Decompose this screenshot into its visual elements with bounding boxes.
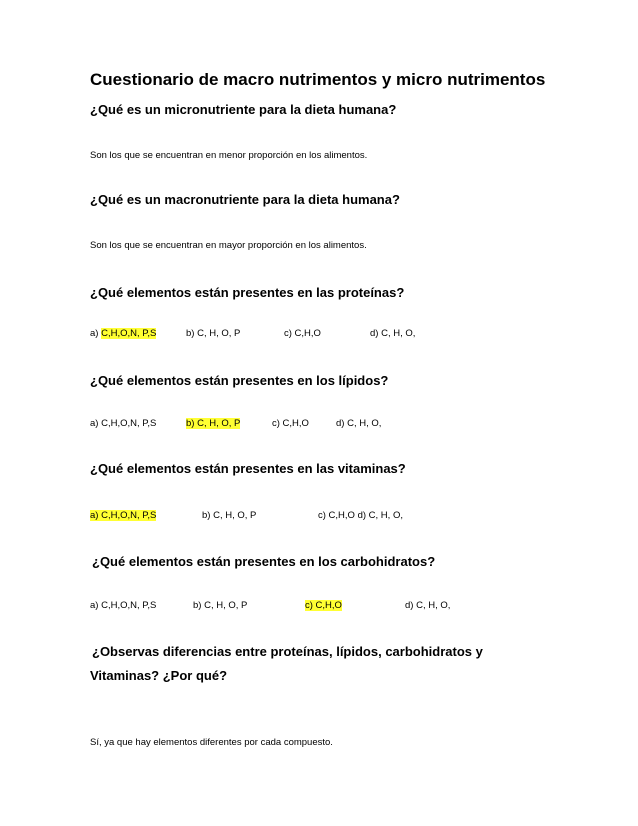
q3-option-c: c) C,H,O — [284, 328, 321, 339]
q5-option-b: b) C, H, O, P — [202, 510, 257, 521]
question-2: ¿Qué es un macronutriente para la dieta humana? — [90, 192, 400, 207]
q4-option-a: a) C,H,O,N, P,S — [90, 418, 157, 429]
answer-1: Son los que se encuentran en menor proporción en los alimentos. — [90, 150, 368, 161]
question-1: ¿Qué es un micronutriente para la dieta humana? — [90, 102, 397, 117]
question-6: ¿Qué elementos están presentes en los carbohidratos? — [92, 554, 436, 569]
q4-option-d: d) C, H, O, — [336, 418, 382, 429]
q6-option-c-highlighted: c) C,H,O — [305, 600, 342, 611]
question-5: ¿Qué elementos están presentes en las vitaminas? — [90, 461, 406, 476]
answer-7: Sí, ya que hay elementos diferentes por cada compuesto. — [90, 737, 333, 748]
q3-option-a-highlighted: C,H,O,N, P,S — [101, 328, 157, 339]
q3-option-d: d) C, H, O, — [370, 328, 416, 339]
question-7-line-1: ¿Observas diferencias entre proteínas, lípidos, carbohidratos y — [92, 644, 483, 659]
q6-option-b: b) C, H, O, P — [193, 600, 248, 611]
q5-option-cd: c) C,H,O d) C, H, O, — [318, 510, 403, 521]
q3-option-a-prefix: a) — [90, 328, 102, 339]
question-3: ¿Qué elementos están presentes en las proteínas? — [90, 285, 405, 300]
q6-option-a: a) C,H,O,N, P,S — [90, 600, 157, 611]
question-4: ¿Qué elementos están presentes en los lípidos? — [90, 373, 389, 388]
answer-2: Son los que se encuentran en mayor proporción en los alimentos. — [90, 240, 367, 251]
document-title: Cuestionario de macro nutrimentos y micro nutrimentos — [90, 70, 546, 89]
q5-option-a-highlighted: a) C,H,O,N, P,S — [90, 510, 157, 521]
q4-option-c: c) C,H,O — [272, 418, 309, 429]
question-7-line-2: Vitaminas? ¿Por qué? — [90, 668, 228, 683]
q4-option-b-highlighted: b) C, H, O, P — [186, 418, 241, 429]
q6-option-d: d) C, H, O, — [405, 600, 451, 611]
q3-option-b: b) C, H, O, P — [186, 328, 241, 339]
q3-option-a — [90, 328, 156, 339]
